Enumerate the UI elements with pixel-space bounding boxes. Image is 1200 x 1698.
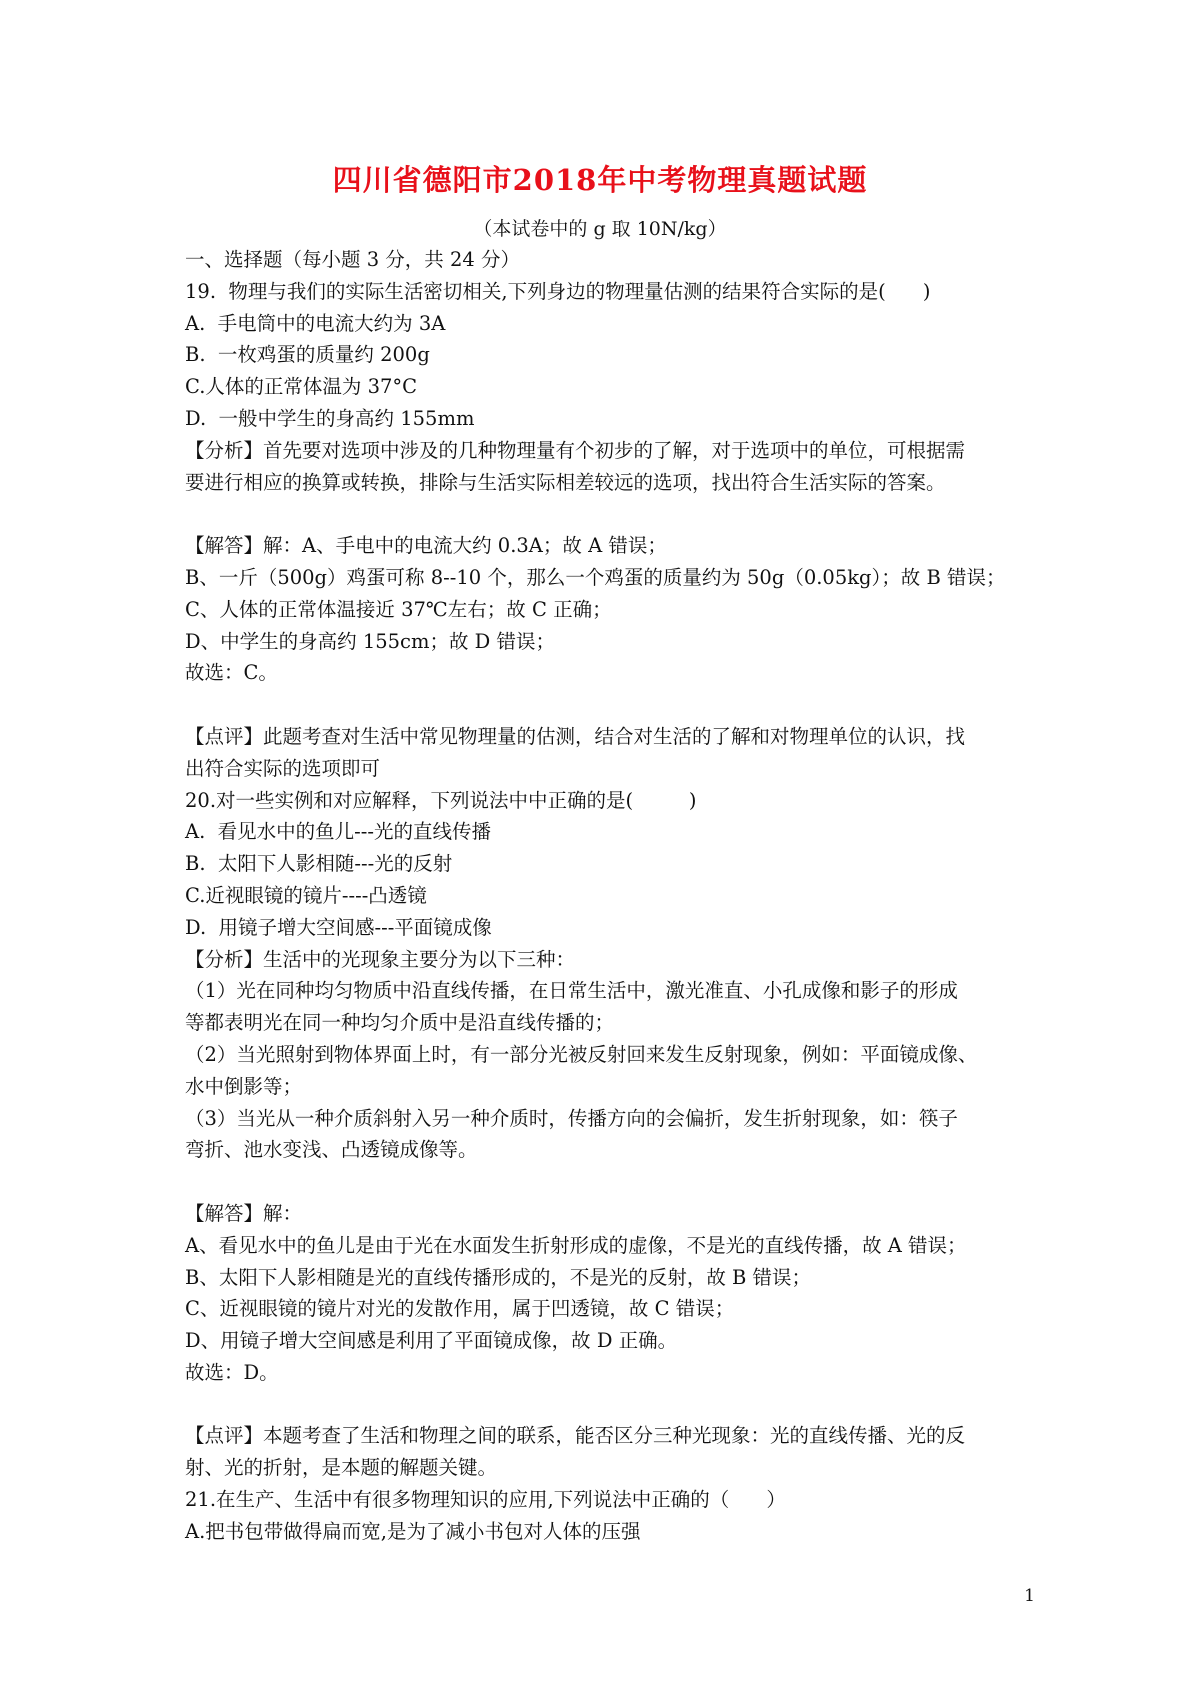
text-line: C.近视眼镜的镜片----凸透镜 xyxy=(185,883,427,907)
text-line: D、中学生的身高约 155cm；故 D 错误； xyxy=(185,629,555,653)
text-line: 射、光的折射，是本题的解题关键。 xyxy=(185,1456,498,1480)
text-line: B. 太阳下人影相随---光的反射 xyxy=(185,852,453,876)
text-line: A.把书包带做得扁而宽,是为了减小书包对人体的压强 xyxy=(185,1519,641,1543)
text-line: 等都表明光在同一种均匀介质中是沿直线传播的； xyxy=(185,1011,615,1035)
text-line: C.人体的正常体温为 37°C xyxy=(185,375,418,399)
text-line: 20.对一些实例和对应解释，下列说法中中正确的是( ) xyxy=(185,788,697,812)
page-subtitle: （本试卷中的 g 取 10N/kg） xyxy=(473,218,727,240)
text-line: 【点评】此题考查对生活中常见物理量的估测，结合对生活的了解和对物理单位的认识，找 xyxy=(185,724,966,748)
text-line: B、一斤（500g）鸡蛋可称 8--10 个，那么一个鸡蛋的质量约为 50g（0.05kg）；故 B 错误； xyxy=(185,565,1006,589)
text-line: B、太阳下人影相随是光的直线传播形成的，不是光的反射，故 B 错误； xyxy=(185,1265,812,1289)
text-line: 19. 物理与我们的实际生活密切相关,下列身边的物理量估测的结果符合实际的是( ) xyxy=(185,279,931,303)
text-line: 【解答】解：A、手电中的电流大约 0.3A；故 A 错误； xyxy=(185,534,667,558)
text-line: 【点评】本题考查了生活和物理之间的联系，能否区分三种光现象：光的直线传播、光的反 xyxy=(185,1424,966,1448)
text-line: 要进行相应的换算或转换，排除与生活实际相差较远的选项，找出符合生活实际的答案。 xyxy=(185,470,946,494)
blank-line xyxy=(185,498,1030,530)
text-line: A. 手电筒中的电流大约为 3A xyxy=(185,311,446,335)
text-line: 一、选择题（每小题 3 分，共 24 分） xyxy=(185,248,521,271)
text-line: 故选：D。 xyxy=(185,1360,279,1384)
text-line: 故选：C。 xyxy=(185,661,278,685)
text-line: 出符合实际的选项即可 xyxy=(185,756,381,780)
text-line: D. 用镜子增大空间感---平面镜成像 xyxy=(185,915,492,939)
text-line: 【解答】解： xyxy=(185,1201,303,1225)
text-line: C、近视眼镜的镜片对光的发散作用，属于凹透镜，故 C 错误； xyxy=(185,1297,735,1321)
blank-line xyxy=(185,689,1030,721)
text-line: （2）当光照射到物体界面上时，有一部分光被反射回来发生反射现象，例如：平面镜成像、 xyxy=(185,1042,978,1066)
text-line: D. 一般中学生的身高约 155mm xyxy=(185,406,475,430)
page-title: 四川省德阳市2018年中考物理真题试题 xyxy=(332,163,868,197)
text-line: 21.在生产、生活中有很多物理知识的应用,下列说法中正确的（ ） xyxy=(185,1488,786,1512)
text-line: B. 一枚鸡蛋的质量约 200g xyxy=(185,343,430,367)
document-body xyxy=(185,244,1030,1548)
text-line: 水中倒影等； xyxy=(185,1074,303,1098)
blank-line xyxy=(185,1166,1030,1198)
text-line: D、用镜子增大空间感是利用了平面镜成像，故 D 正确。 xyxy=(185,1329,678,1353)
text-line: A. 看见水中的鱼儿---光的直线传播 xyxy=(185,820,491,844)
text-line: （3）当光从一种介质斜射入另一种介质时，传播方向的会偏折，发生折射现象，如：筷子 xyxy=(185,1106,958,1130)
blank-line xyxy=(185,1389,1030,1421)
text-line: C、人体的正常体温接近 37℃左右；故 C 正确； xyxy=(185,597,612,621)
text-line: 【分析】生活中的光现象主要分为以下三种： xyxy=(185,947,576,971)
page-number: 1 xyxy=(1024,1586,1035,1606)
text-line: 弯折、池水变浅、凸透镜成像等。 xyxy=(185,1138,478,1162)
text-line: （1）光在同种均匀物质中沿直线传播，在日常生活中，激光准直、小孔成像和影子的形成 xyxy=(185,979,958,1003)
text-line: A、看见水中的鱼儿是由于光在水面发生折射形成的虚像，不是光的直线传播，故 A 错误； xyxy=(185,1233,967,1257)
text-line: 【分析】首先要对选项中涉及的几种物理量有个初步的了解，对于选项中的单位，可根据需 xyxy=(185,438,966,462)
